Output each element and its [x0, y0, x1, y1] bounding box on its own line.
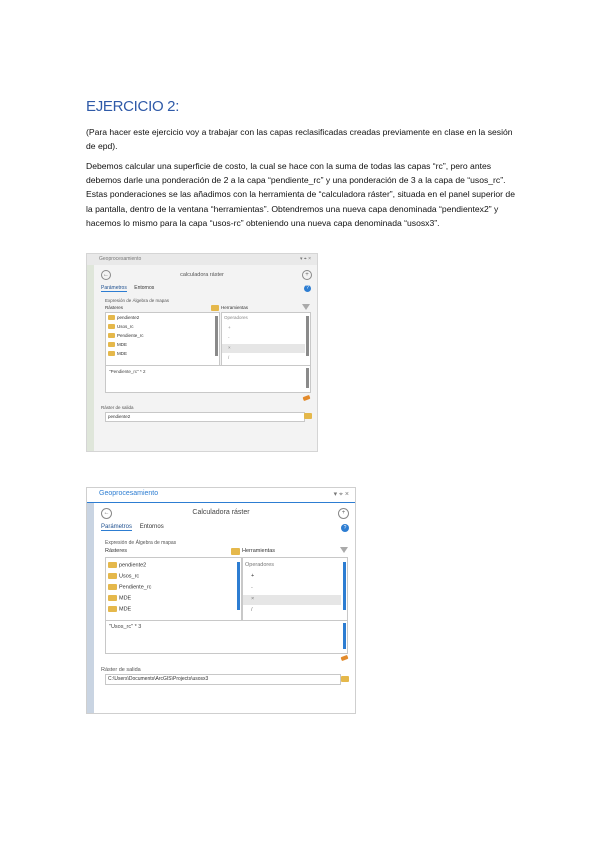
- list-item[interactable]: Usos_rc: [108, 324, 134, 329]
- list-item[interactable]: Usos_rc: [108, 573, 139, 579]
- help-icon[interactable]: ?: [304, 285, 311, 292]
- tools-header: Herramientas: [242, 548, 276, 554]
- tab-parameters[interactable]: Parámetros: [101, 524, 133, 530]
- raster-icon: [108, 342, 115, 347]
- scrollbar[interactable]: [343, 623, 346, 649]
- tab-bar: [101, 285, 160, 292]
- selected-row: [222, 344, 305, 353]
- help-icon[interactable]: ?: [341, 524, 349, 532]
- scrollbar[interactable]: [306, 368, 309, 388]
- expression-text: "Pendiente_rc" * 2: [109, 369, 146, 374]
- expression-editor[interactable]: [105, 620, 348, 654]
- raster-icon: [108, 351, 115, 356]
- expression-text: "Usos_rc" * 3: [109, 624, 142, 630]
- expression-label: Expresión de Álgebra de mapas: [105, 540, 177, 546]
- operator-item[interactable]: +: [228, 325, 231, 330]
- expression-editor[interactable]: [105, 365, 311, 393]
- rasters-list[interactable]: [105, 557, 242, 621]
- output-label: Ráster de salida: [101, 667, 141, 673]
- filter-icon[interactable]: [302, 304, 310, 310]
- list-item[interactable]: pendiente2: [108, 315, 139, 320]
- output-label: Ráster de salida: [101, 405, 134, 410]
- output-raster-field[interactable]: pendiente2: [105, 412, 305, 422]
- list-item[interactable]: MDE: [108, 595, 131, 601]
- folder-icon: [231, 548, 240, 555]
- raster-icon: [108, 562, 117, 568]
- add-icon[interactable]: +: [302, 270, 312, 280]
- list-item[interactable]: Pendiente_rc: [108, 584, 151, 590]
- pane-title: Geoprocesamiento: [99, 256, 142, 262]
- back-icon[interactable]: ←: [103, 272, 109, 278]
- list-item[interactable]: Pendiente_rc: [108, 333, 144, 338]
- pane-titlebar: [87, 488, 355, 503]
- tab-environments[interactable]: Entornos: [139, 524, 164, 530]
- raster-icon: [108, 333, 115, 338]
- pane-title: Geoprocesamiento: [99, 490, 159, 497]
- browse-folder-icon[interactable]: [304, 413, 312, 419]
- tool-title: Calculadora ráster: [192, 509, 250, 516]
- operator-item[interactable]: -: [251, 585, 253, 591]
- tools-list[interactable]: [221, 312, 311, 366]
- selected-row: [243, 595, 341, 605]
- operator-item[interactable]: -: [228, 335, 230, 340]
- output-raster-field[interactable]: C:\Users\Documents\ArcGIS\Projects\usosx3: [105, 674, 341, 685]
- geoprocessing-screenshot-2: [86, 487, 356, 714]
- instructions-paragraph: Debemos calcular una superficie de costo, la cual se hace con la suma de todas las capas “rc”, pero antes debemos darle una ponderación de 2 a la capa “pendiente_rc” y una ponderación de 3 a la capa de “usos_rc”. Estas ponderaciones se las añadimos con la herramienta de “calculadora ráster”, situada en el panel superior de la pantalla, dentro de la ventana “herramientas”. Obtendremos una nueva capa denominada “pendientex2” y hacemos lo mismo para la capa “usos-rc” obteniendo una nueva capa denominada “usosx3”.: [86, 161, 515, 228]
- raster-icon: [108, 573, 117, 579]
- back-icon[interactable]: ←: [101, 508, 112, 519]
- map-strip: [87, 488, 94, 713]
- filter-icon[interactable]: [340, 547, 348, 553]
- folder-icon: [211, 305, 219, 311]
- tab-parameters[interactable]: Parámetros: [101, 285, 127, 291]
- operator-item[interactable]: /: [251, 607, 253, 613]
- operator-item[interactable]: ×: [251, 596, 255, 602]
- list-item: Operadores: [245, 562, 275, 568]
- map-strip: [87, 254, 94, 451]
- tools-header: Herramientas: [221, 305, 249, 310]
- add-icon[interactable]: +: [338, 508, 349, 519]
- list-item[interactable]: MDE: [108, 606, 131, 612]
- exercise-heading: EJERCICIO 2:: [86, 98, 180, 115]
- list-item[interactable]: pendiente2: [108, 562, 146, 568]
- geoprocessing-screenshot-1: [86, 253, 318, 452]
- eraser-icon[interactable]: [303, 395, 311, 401]
- tab-bar: [101, 524, 170, 531]
- pane-controls[interactable]: ▾ ⌖ ×: [333, 491, 349, 498]
- raster-icon: [108, 324, 115, 329]
- raster-icon: [108, 606, 117, 612]
- raster-icon: [108, 584, 117, 590]
- rasters-header: Rásteres: [105, 305, 124, 310]
- list-item[interactable]: MDE: [108, 351, 127, 356]
- scrollbar[interactable]: [343, 562, 346, 610]
- rasters-list[interactable]: [105, 312, 220, 366]
- operator-item[interactable]: /: [228, 355, 230, 360]
- pane-controls[interactable]: ▾ ⌖ ×: [299, 256, 311, 262]
- tool-title: calculadora ráster: [180, 272, 224, 278]
- tools-list[interactable]: [242, 557, 348, 621]
- operator-item[interactable]: +: [251, 573, 255, 579]
- browse-folder-icon[interactable]: [341, 676, 349, 682]
- scrollbar[interactable]: [237, 562, 240, 610]
- tab-environments[interactable]: Entornos: [134, 285, 155, 291]
- raster-icon: [108, 315, 115, 320]
- eraser-icon[interactable]: [341, 655, 349, 661]
- list-item[interactable]: MDE: [108, 342, 127, 347]
- expression-label: Expresión de Álgebra de mapas: [105, 298, 170, 303]
- rasters-header: Rásteres: [105, 548, 128, 554]
- operator-item[interactable]: ×: [228, 345, 231, 350]
- pane-titlebar: [87, 254, 317, 265]
- intro-paragraph: (Para hacer este ejercicio voy a trabajar con las capas reclasificadas creadas previamente en clase en la sesión de epd).: [86, 127, 513, 152]
- list-item: Operadores: [224, 315, 248, 320]
- raster-icon: [108, 595, 117, 601]
- scrollbar[interactable]: [215, 316, 218, 356]
- scrollbar[interactable]: [306, 316, 309, 356]
